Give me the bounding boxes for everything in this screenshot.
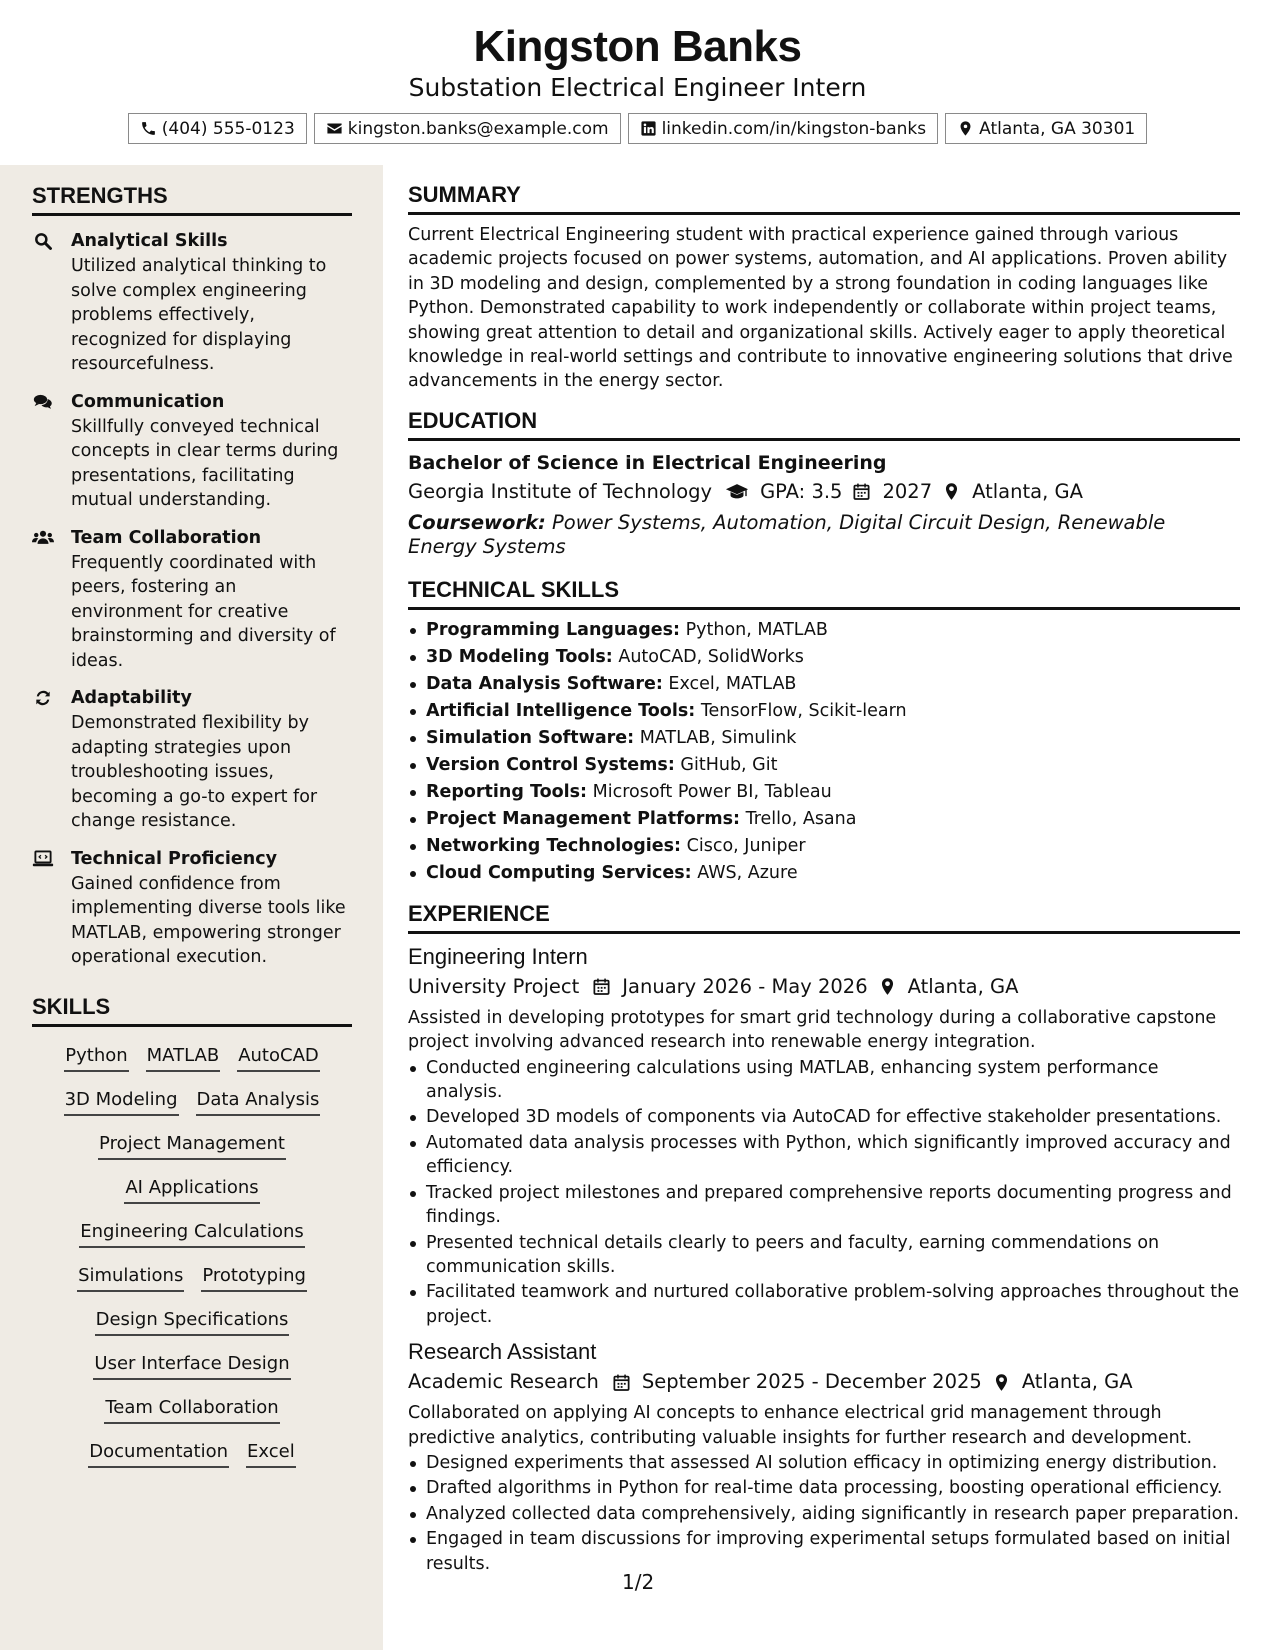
list-item: Drafted algorithms in Python for real-time data processing, boosting operational efficiency. — [408, 1476, 1240, 1500]
skill-category: Data Analysis Software: — [426, 673, 663, 694]
skill-tag: Engineering Calculations — [79, 1219, 305, 1248]
summary-text: Current Electrical Engineering student with practical experience gained through various academic projects focused on power systems, automation, and AI applications. Proven ability in 3D modeling and design, complemented by a strong foundation in coding languages like Python. Demonstrated capability to work independently or collaborate within project teams, showing great attention to detail and organizational skills. Actively eager to apply theoretical knowledge in real-world settings and contribute to innovative engineering solutions that drive advancements in the energy sector. — [408, 225, 1233, 392]
job-summary: Collaborated on applying AI concepts to enhance electrical grid management through predictive analytics, contributing valuable insights for further research and development. — [408, 1403, 1193, 1448]
coursework-label: Coursework: — [408, 510, 546, 534]
list-item — [408, 725, 1240, 752]
job-dates: January 2026 - May 2026 — [622, 974, 868, 998]
technical-skills-section — [408, 577, 1240, 887]
list-item: Designed experiments that assessed AI solution efficacy in optimizing energy distribution. — [408, 1451, 1240, 1475]
comments-icon — [32, 392, 54, 412]
linkedin-icon — [640, 120, 657, 137]
calendar-icon — [592, 977, 611, 996]
list-item — [408, 779, 1240, 806]
calendar-icon — [852, 482, 871, 501]
list-item: Tracked project milestones and prepared comprehensive reports documenting progress and findings. — [408, 1181, 1240, 1230]
education-location: Atlanta, GA — [972, 479, 1083, 503]
envelope-icon — [326, 120, 343, 137]
job-dates: September 2025 - December 2025 — [641, 1370, 982, 1394]
skill-tag: Documentation — [88, 1439, 229, 1468]
strength-description: Demonstrated flexibility by adapting strategies upon troubleshooting issues, becoming a go-to expert for change resistance. — [71, 713, 318, 831]
list-item: Facilitated teamwork and nurtured collaborative problem-solving approaches throughout the project. — [408, 1280, 1240, 1329]
skill-category: Cloud Computing Services: — [426, 862, 692, 883]
skill-tag: User Interface Design — [93, 1351, 290, 1380]
gpa-value: GPA: 3.5 — [760, 479, 843, 503]
job-meta — [408, 1367, 1240, 1397]
summary-section — [408, 182, 1240, 394]
strength-title: Analytical Skills — [71, 231, 228, 251]
list-item: Automated data analysis processes with Python, which significantly improved accuracy and efficiency. — [408, 1131, 1240, 1180]
skills-row — [64, 1043, 320, 1072]
list-item — [408, 671, 1240, 698]
strength-title: Adaptability — [71, 688, 192, 708]
list-item — [408, 806, 1240, 833]
map-pin-icon — [957, 120, 974, 137]
list-item: Developed 3D models of components via AutoCAD for effective stakeholder presentations. — [408, 1105, 1240, 1129]
list-item: Conducted engineering calculations using MATLAB, enhancing system performance analysis. — [408, 1056, 1240, 1105]
page-number: 1/2 — [622, 1570, 655, 1594]
job-organization: Academic Research — [408, 1370, 599, 1394]
skill-values: MATLAB, Simulink — [639, 727, 797, 748]
job-location: Atlanta, GA — [907, 974, 1019, 998]
skill-values: Cisco, Juniper — [686, 835, 806, 856]
search-icon — [32, 231, 54, 251]
coursework-line — [408, 511, 1240, 559]
skill-values: GitHub, Git — [680, 754, 778, 775]
job-bullets — [408, 1056, 1240, 1329]
education-heading: EDUCATION — [408, 408, 1240, 441]
skill-tag: AutoCAD — [237, 1043, 320, 1072]
skill-tag: Design Specifications — [95, 1307, 290, 1336]
skill-tag: Prototyping — [201, 1263, 307, 1292]
education-meta — [408, 477, 1240, 507]
skill-values: Excel, MATLAB — [668, 673, 797, 694]
skill-values: TensorFlow, Scikit-learn — [700, 700, 907, 721]
graduation-year: 2027 — [882, 479, 933, 503]
skill-category: Programming Languages: — [426, 619, 681, 640]
map-pin-icon — [992, 1373, 1011, 1392]
skills-heading: SKILLS — [32, 994, 352, 1027]
skill-tag: Excel — [246, 1439, 296, 1468]
skill-category: Artificial Intelligence Tools: — [426, 700, 696, 721]
sidebar — [0, 165, 383, 1650]
contact-phone-text: (404) 555-0123 — [161, 118, 295, 139]
candidate-name: Kingston Banks — [473, 22, 802, 71]
calendar-icon — [612, 1373, 631, 1392]
strength-item — [32, 526, 352, 674]
skills-row — [64, 1087, 321, 1116]
strengths-heading: STRENGTHS — [32, 183, 352, 216]
skills-row — [95, 1307, 290, 1336]
contact-bar — [0, 113, 1275, 144]
degree-title: Bachelor of Science in Electrical Engineering — [408, 451, 887, 474]
contact-linkedin-text: linkedin.com/in/kingston-banks — [661, 118, 927, 139]
skill-tag: MATLAB — [146, 1043, 221, 1072]
list-item — [408, 860, 1240, 887]
skill-tag: Simulations — [77, 1263, 184, 1292]
skill-tag: 3D Modeling — [64, 1087, 179, 1116]
contact-location — [945, 113, 1147, 144]
skill-values: AutoCAD, SolidWorks — [618, 646, 804, 667]
skill-tag: Team Collaboration — [104, 1395, 279, 1424]
contact-phone[interactable] — [128, 113, 307, 144]
skills-row — [98, 1131, 286, 1160]
contact-location-text: Atlanta, GA 30301 — [979, 118, 1136, 139]
skills-row — [77, 1263, 307, 1292]
list-item: Analyzed collected data comprehensively, aiding significantly in research paper preparation. — [408, 1502, 1240, 1526]
job-entry — [408, 942, 1240, 1329]
users-icon — [32, 528, 54, 548]
strength-item — [32, 390, 352, 513]
skill-tag: Python — [64, 1043, 128, 1072]
job-organization: University Project — [408, 974, 580, 998]
skill-category: Simulation Software: — [426, 727, 635, 748]
experience-heading: EXPERIENCE — [408, 901, 1240, 934]
skills-row — [88, 1439, 295, 1468]
list-item — [408, 752, 1240, 779]
skills-row — [124, 1175, 259, 1204]
list-item — [408, 833, 1240, 860]
experience-section — [408, 901, 1240, 1576]
job-meta — [408, 972, 1240, 1002]
strength-description: Skillfully conveyed technical concepts in clear terms during presentations, facilitating mutual understanding. — [71, 416, 339, 510]
map-pin-icon — [878, 977, 897, 996]
skills-row — [93, 1351, 290, 1380]
list-item: Presented technical details clearly to peers and faculty, earning commendations on communication skills. — [408, 1231, 1240, 1280]
contact-linkedin[interactable] — [628, 113, 939, 144]
skills-row — [79, 1219, 305, 1248]
skill-category: Reporting Tools: — [426, 781, 588, 802]
skill-values: Trello, Asana — [745, 808, 857, 829]
skill-category: Project Management Platforms: — [426, 808, 741, 829]
strength-title: Technical Proficiency — [71, 848, 277, 869]
coursework-list: Power Systems, Automation, Digital Circuit Design, Renewable Energy Systems — [408, 510, 1166, 558]
job-title: Engineering Intern — [408, 943, 588, 969]
job-location: Atlanta, GA — [1021, 1370, 1133, 1394]
strength-title: Communication — [71, 391, 225, 412]
strength-description: Utilized analytical thinking to solve complex engineering problems effectively, recognized for displaying resourcefulness. — [71, 256, 327, 374]
map-pin-icon — [942, 482, 961, 501]
graduation-cap-icon — [725, 482, 749, 501]
laptop-code-icon — [32, 849, 54, 869]
technical-skills-list — [408, 617, 1240, 887]
education-section — [408, 408, 1240, 559]
phone-icon — [140, 120, 157, 137]
strength-item — [32, 686, 352, 834]
skill-tag: Data Analysis — [196, 1087, 321, 1116]
skill-tag: AI Applications — [124, 1175, 259, 1204]
skill-values: Microsoft Power BI, Tableau — [592, 781, 832, 802]
list-item — [408, 698, 1240, 725]
skill-tag: Project Management — [98, 1131, 286, 1160]
sync-icon — [32, 688, 54, 708]
skills-tag-cloud — [32, 1043, 352, 1468]
skill-category: Networking Technologies: — [426, 835, 682, 856]
list-item: Engaged in team discussions for improving experimental setups formulated based on initial results. — [408, 1527, 1240, 1576]
job-summary: Assisted in developing prototypes for smart grid technology during a collaborative capstone project involving advanced research into renewable energy integration. — [408, 1007, 1217, 1053]
technical-skills-heading: TECHNICAL SKILLS — [408, 577, 1240, 610]
job-entry — [408, 1337, 1240, 1576]
skill-values: AWS, Azure — [697, 862, 798, 883]
strengths-section — [32, 183, 352, 1468]
skills-row — [104, 1395, 279, 1424]
skill-values: Python, MATLAB — [685, 619, 828, 640]
strength-description: Gained confidence from implementing diverse tools like MATLAB, empowering stronger operational execution. — [71, 873, 346, 967]
contact-email-text: kingston.banks@example.com — [347, 118, 609, 139]
strength-title: Team Collaboration — [71, 527, 262, 548]
skill-category: 3D Modeling Tools: — [426, 646, 613, 667]
main-column — [408, 182, 1240, 1576]
list-item — [408, 617, 1240, 644]
contact-email[interactable] — [314, 113, 621, 144]
candidate-role: Substation Electrical Engineer Intern — [408, 73, 867, 102]
strength-item — [32, 847, 352, 970]
school-name: Georgia Institute of Technology — [408, 479, 713, 503]
job-bullets — [408, 1451, 1240, 1576]
list-item — [408, 644, 1240, 671]
summary-heading: SUMMARY — [408, 182, 1240, 215]
strength-item — [32, 229, 352, 377]
job-title: Research Assistant — [408, 1339, 597, 1365]
strength-description: Frequently coordinated with peers, fostering an environment for creative brainstorming and diversity of ideas. — [71, 552, 336, 671]
skill-category: Version Control Systems: — [426, 754, 675, 775]
